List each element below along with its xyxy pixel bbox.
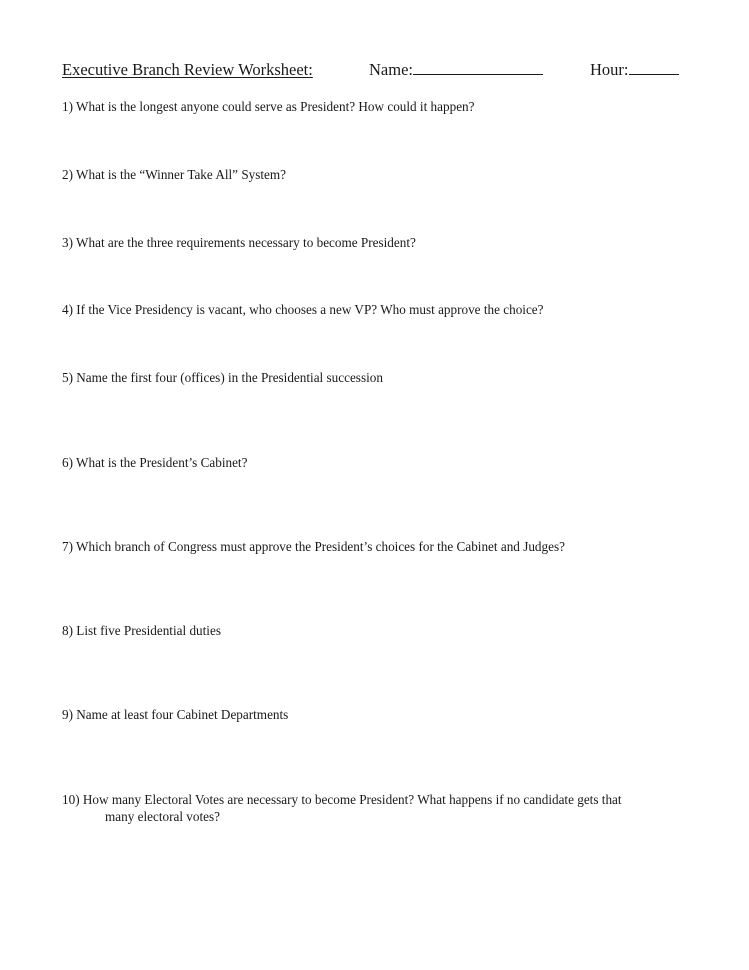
hour-blank-line[interactable] (629, 60, 679, 75)
question-10-line-1: 10) How many Electoral Votes are necessary to become President? What happens if no candidate gets that (62, 792, 622, 807)
worksheet-title: Executive Branch Review Worksheet: (62, 60, 313, 79)
hour-label: Hour: (590, 60, 629, 79)
name-blank-line[interactable] (413, 60, 543, 75)
question-3: 3) What are the three requirements necessary to become President? (62, 235, 416, 250)
question-6: 6) What is the President’s Cabinet? (62, 455, 248, 470)
name-field[interactable] (369, 60, 543, 80)
name-label: Name: (369, 60, 413, 79)
question-10-line-2: many electoral votes? (105, 809, 220, 824)
question-8: 8) List five Presidential duties (62, 623, 221, 638)
question-4: 4) If the Vice Presidency is vacant, who chooses a new VP? Who must approve the choice? (62, 302, 544, 317)
question-5: 5) Name the first four (offices) in the Presidential succession (62, 370, 383, 385)
question-2: 2) What is the “Winner Take All” System? (62, 167, 287, 182)
question-9: 9) Name at least four Cabinet Departments (62, 707, 289, 722)
hour-field[interactable] (590, 60, 679, 80)
question-1: 1) What is the longest anyone could serve as President? How could it happen? (62, 99, 475, 114)
question-10 (62, 791, 702, 825)
question-7: 7) Which branch of Congress must approve the President’s choices for the Cabinet and Judges? (62, 539, 565, 554)
worksheet-header (62, 60, 682, 84)
